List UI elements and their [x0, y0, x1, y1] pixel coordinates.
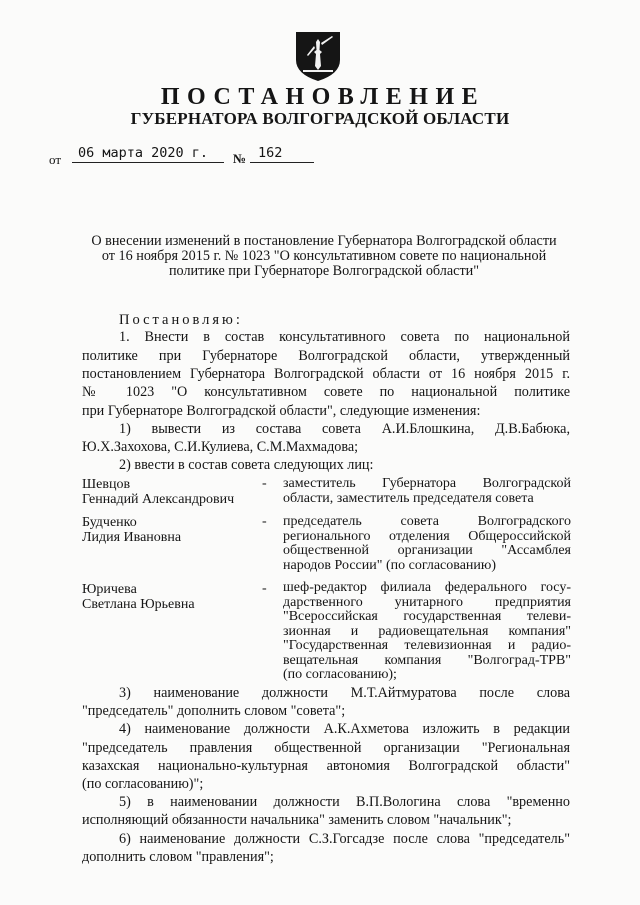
paragraph-line: казахская национально-культурная автономия Волгоградской области" [82, 758, 570, 774]
number-prefix: № [233, 151, 247, 166]
member-surname: Шевцов [82, 477, 131, 492]
document-number: 162 [258, 145, 283, 161]
paragraph-line: 5) в наименовании должности В.П.Вологина слова "временно [119, 794, 570, 810]
document-heading [78, 234, 570, 279]
heading-line: от 16 ноября 2015 г. № 1023 "О консультативном совете по национальной [101, 248, 547, 264]
description-line: народов России" (по согласованию) [283, 557, 497, 573]
member-name [82, 582, 262, 612]
paragraph-line: 3) наименование должности М.Т.Айтмуратова после слова [119, 685, 570, 701]
description-line: председатель совета Волгоградского [283, 514, 571, 529]
date-underline [72, 162, 224, 163]
description-line: "Государственная телевизионная и радио- [283, 638, 571, 653]
document-title: ПОСТАНОВЛЕНИЕ [160, 84, 486, 110]
volgograd-emblem-icon [294, 30, 342, 82]
member-description [283, 515, 571, 573]
description-line: вещательная компания "Волгоград-ТРВ" [283, 652, 571, 668]
paragraph-line: 6) наименование должности С.З.Гогсадзе после слова "председатель" [119, 831, 570, 847]
number-underline [250, 162, 314, 163]
paragraph-line: при Губернаторе Волгоградской области", следующие изменения: [82, 403, 481, 419]
description-line: зионная и радиовещательная компания" [283, 623, 571, 639]
paragraph-line: "председатель правления общественной организации "Региональная [82, 740, 570, 756]
heading-line: О внесении изменений в постановление Губернатора Волгоградской области [91, 233, 557, 249]
description-line: регионального отделения Общероссийской [283, 528, 571, 544]
paragraph-line: исполняющий обязанности начальника" заменить словом "начальник"; [82, 812, 512, 828]
paragraph-line: 2) ввести в состав совета следующих лиц: [119, 457, 374, 473]
description-line: "Всероссийская государственная телеви- [283, 609, 571, 624]
paragraph-line: 4) наименование должности А.К.Ахметова изложить в редакции [119, 721, 570, 737]
member-name [82, 515, 262, 545]
member-given-name: Геннадий Александрович [82, 492, 235, 507]
paragraph-line: Ю.Х.Захохова, С.И.Кулиева, С.М.Махмадова; [82, 439, 359, 455]
member-surname: Юричева [82, 582, 137, 597]
paragraph-line: "председатель" дополнить словом "совета"; [82, 703, 346, 719]
member-given-name: Лидия Ивановна [82, 530, 182, 545]
member-description [283, 477, 571, 506]
document-date: 06 марта 2020 г. [78, 145, 209, 161]
document-subtitle: ГУБЕРНАТОРА ВОЛГОГРАДСКОЙ ОБЛАСТИ [130, 109, 510, 128]
member-name [82, 477, 262, 507]
description-line: области, заместитель председателя совета [283, 490, 534, 506]
paragraph-line: дополнить словом "правления"; [82, 849, 274, 865]
description-line: дарственного унитарного предприятия [283, 594, 571, 610]
description-line: заместитель Губернатора Волгоградской [283, 476, 571, 491]
description-line: шеф-редактор филиала федерального госу- [283, 580, 571, 595]
member-description [283, 581, 571, 683]
paragraph-line: постановлением Губернатора Волгоградской области от 16 ноября 2015 г. [82, 366, 570, 382]
member-dash: - [262, 581, 267, 596]
paragraph-line: 1) вывести из состава совета А.И.Блошкина, Д.В.Бабюка, [119, 421, 570, 437]
paragraph-line: 1. Внести в состав консультативного совета по национальной [119, 329, 570, 345]
member-dash: - [262, 476, 267, 491]
member-surname: Будченко [82, 515, 137, 530]
description-line: общественной организации "Ассамблея [283, 543, 571, 558]
member-dash: - [262, 514, 267, 529]
paragraph-line: политике при Губернаторе Волгоградской области, утвержденный [82, 348, 570, 364]
paragraph-line: (по согласованию)"; [82, 776, 204, 792]
date-prefix: от [49, 152, 62, 167]
member-given-name: Светлана Юрьевна [82, 597, 195, 612]
description-line: (по согласованию); [283, 667, 397, 682]
paragraph-line: № 1023 "О консультативном совете по национальной политике [82, 384, 570, 400]
heading-line: политике при Губернаторе Волгоградской области" [168, 263, 480, 279]
decree-word: Постановляю: [119, 312, 243, 328]
